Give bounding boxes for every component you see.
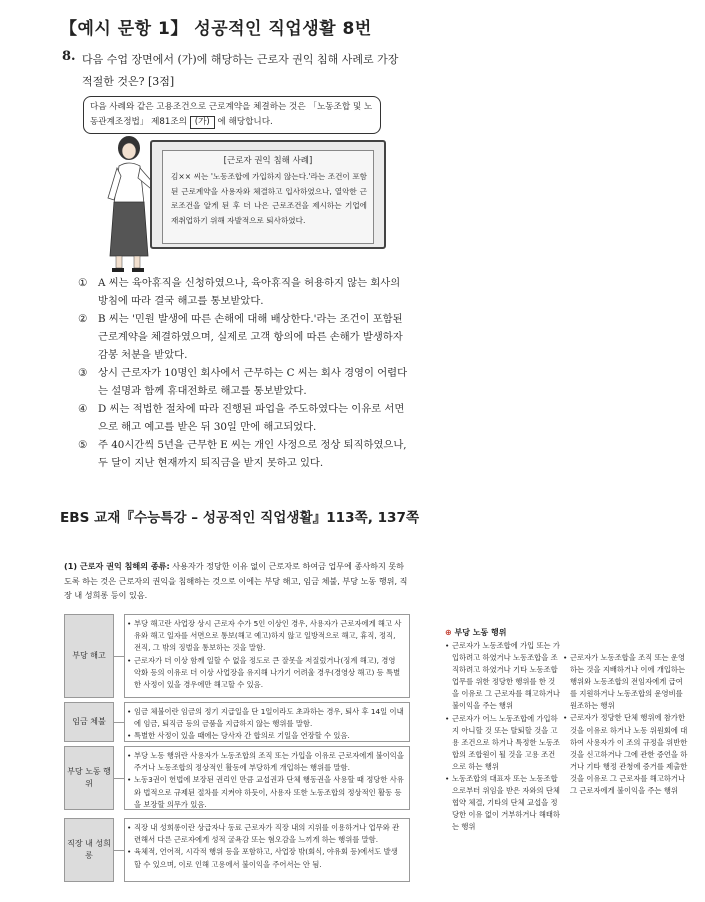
row-content: • 부당 해고란 사업장 상시 근로자 수가 5인 이상인 경우, 사용자가 근로자에게 해고 사유와 해고 일자를 서면으로 통보(해고 예고)하지 않고 일방적으로 해고, 휴직, 정직, 전직, 그 밖의 징벌을 통보하는 것을 말함. • 근로자가 더 이상 함께 일할 수 없을 정도로 큰 잘못을 저질렀거나(징계 해고), 경영 악화 등의 이유로 더 이상 사업장을 유지해 나가기 어려울 경우(경영상 해고) 등 특별한 사정이 있을 경우에만 해고할 수 있음. [124, 614, 410, 698]
row-content: • 임금 체불이란 임금의 정기 지급일을 단 1일이라도 초과하는 경우, 퇴사 후 14일 이내에 임금, 퇴직금 등의 금품을 지급하지 않는 행위를 말함. • 특별한 사정이 있을 때에는 당사자 간 합의로 기일을 연장할 수 있음. [124, 702, 410, 742]
intro-text-before: 다음 사례와 같은 고용조건으로 근로계약을 체결하는 것은 「노동조합 및 노동관계조정법」 제81조의 [90, 102, 373, 127]
section-intro [64, 559, 409, 603]
choice-4[interactable]: ④ D 씨는 적법한 절차에 따라 진행된 파업을 주도하였다는 이유로 서면으로 해고 예고를 받은 뒤 30일 만에 해고되었다. [78, 403, 405, 433]
side-note-title: ⊕ 부당 노동 행위 [445, 628, 507, 637]
question-text: 다음 수업 장면에서 (가)에 해당하는 근로자 권익 침해 사례로 가장 적절한 것은? [3점] [82, 53, 399, 88]
answer-choices [78, 274, 408, 472]
row-label: 직장 내 성희롱 [64, 818, 114, 882]
circle-plus-icon: ⊕ [445, 628, 452, 637]
choice-1[interactable]: ① A 씨는 육아휴직을 신청하였으나, 육아휴직을 허용하지 않는 회사의 방침에 따라 결국 해고를 통보받았다. [78, 277, 401, 307]
speech-bubble [83, 96, 381, 134]
board-text: 김×× 씨는 '노동조합에 가입하지 않는다.'라는 조건이 포함된 근로계약을 사용자와 체결하고 입사하였으나, 열악한 근로조건을 알게 된 후 더 나은 근로조건을 제시하는 기업에 재취업하기 위해 자발적으로 퇴사하였다. [171, 172, 367, 225]
blank-ga-box: (가) [190, 116, 215, 129]
row-workplace-harassment [64, 818, 410, 882]
section-text: 사용자가 정당한 이유 없이 근로자로 하여금 업무에 종사하지 못하도록 하는 것은 근로자의 권익을 침해하는 것으로 이에는 부당 해고, 임금 체불, 부당 노동 행위, 직장 내 성희롱 등이 있음. [64, 561, 408, 600]
page-heading: 【예시 문항 1】 성공적인 직업생활 8번 [60, 19, 372, 39]
intro-text-after: 에 해당합니다. [214, 117, 273, 127]
section-label: (1) 근로자 권익 침해의 종류: [64, 561, 170, 571]
row-label: 부당 노동 행위 [64, 746, 114, 810]
side-note-col2: • 근로자가 노동조합을 조직 또는 운영하는 것을 지배하거나 이에 개입하는 행위와 노동조합의 전임자에게 급여를 지원하거나 노동조합의 운영비를 원조하는 행위 • 근로자가 정당한 단체 행위에 참가한 것을 이유로 하거나 노동 위원회에 대하여 사용자가 이 조의 규정을 위반한 것을 신고하거나 그에 관한 증언을 하거나 기타 행정 관청에 증거를 제출한 것을 이유로 그 근로자를 해고하거나 그 근로자에게 불이익을 주는 행위 [563, 652, 689, 797]
row-unfair-labor-practice [64, 746, 410, 810]
row-unfair-dismissal [64, 614, 410, 698]
choice-5[interactable]: ⑤ 주 40시간씩 5년을 근무한 E 씨는 개인 사정으로 정상 퇴직하였으나, 두 달이 지난 현재까지 퇴직금을 받지 못하고 있다. [78, 439, 407, 469]
row-content: • 부당 노동 행위란 사용자가 노동조합의 조직 또는 가입을 이유로 근로자에게 불이익을 주거나 노동조합의 정상적인 활동에 부당하게 개입하는 행위를 말함. • 노동3권이 헌법에 보장된 권리인 만큼 교섭권과 단체 행동권을 사용할 때 정당한 사유와 법적으로 규제된 절차를 지켜야 하듯이, 사용자 또한 노동조합의 정상적인 활동 등을 보장할 의무가 있음. [124, 746, 410, 810]
row-label: 임금 체불 [64, 702, 114, 742]
row-content: • 직장 내 성희롱이란 상급자나 동료 근로자가 직장 내의 지위를 이용하거나 업무와 관련해서 다른 근로자에게 성적 굴욕감 또는 혐오감을 느끼게 하는 행위를 말함. • 육체적, 언어적, 시각적 행위 등을 포함하고, 사업장 밖(회식, 야유회 등)에서도 발생할 수 있으며, 이로 인해 고용에서 불이익을 주어서는 안 됨. [124, 818, 410, 882]
choice-3[interactable]: ③ 상시 근로자가 10명인 회사에서 근무하는 C 씨는 회사 경영이 어렵다는 설명과 함께 휴대전화로 해고를 통보받았다. [78, 367, 408, 397]
row-wage-arrears [64, 702, 410, 742]
textbook-heading: EBS 교재『수능특강 – 성공적인 직업생활』113쪽, 137쪽 [60, 510, 420, 526]
choice-2[interactable]: ② B 씨는 '민원 발생에 따른 손해에 대해 배상한다.'라는 조건이 포함된 근로계약을 체결하였으며, 실제로 고객 항의에 따른 손해가 발생하자 감봉 처분을 받았다. [78, 313, 403, 361]
side-note-col1: • 근로자가 노동조합에 가입 또는 가입하려고 하였거나 노동조합을 조직하려고 하였거나 기타 노동조합 업무를 위한 정당한 행위를 한 것을 이유로 그 근로자를 해고하거나 불이익을 주는 행위 • 근로자가 어느 노동조합에 가입하지 아니할 것 또는 탈퇴할 것을 고용 조건으로 하거나 특정한 노동조합의 조합원이 될 것을 고용 조건으로 하는 행위 • 노동조합의 대표자 또는 노동조합으로부터 위임을 받은 자와의 단체 협약 체결, 기타의 단체 교섭을 정당한 이유 없이 거부하거나 해태하는 행위 [445, 640, 562, 834]
board-title: [근로자 권익 침해 사례] [223, 156, 313, 166]
question-number: 8. [62, 49, 76, 64]
row-label: 부당 해고 [64, 614, 114, 698]
blackboard [150, 140, 386, 249]
